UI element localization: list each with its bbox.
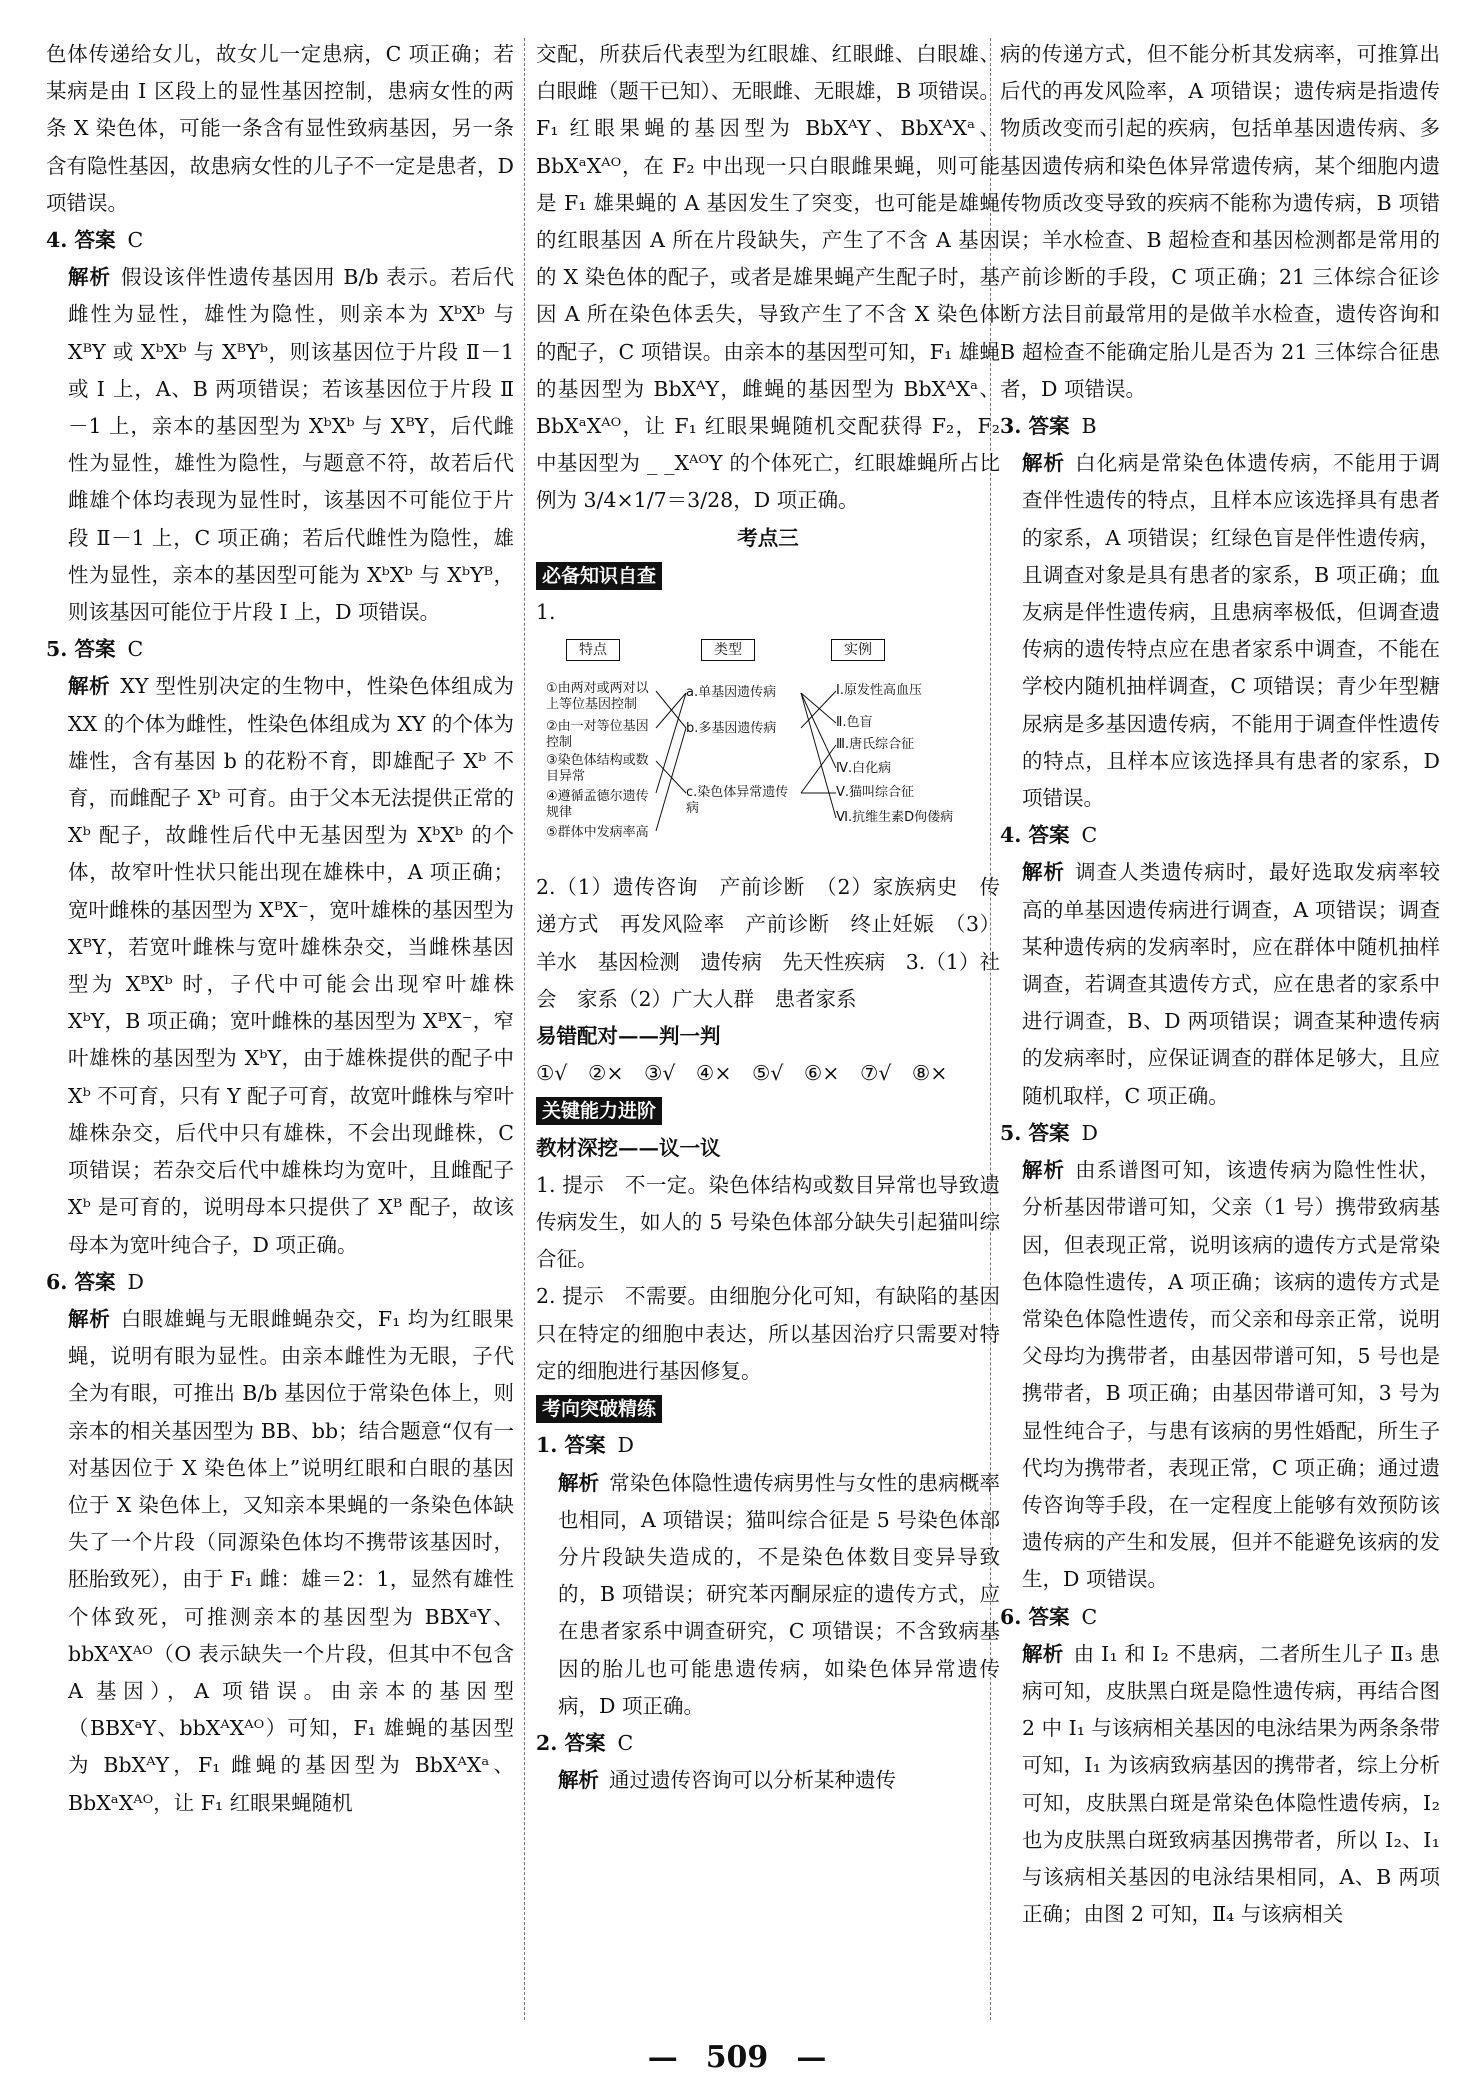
genetic-disease-matching-diagram [546,633,976,863]
explanation-label: 解析 [558,1768,599,1793]
answer-value: D [127,1269,144,1294]
diagram-example-1: Ⅰ.原发性高血压 [836,683,922,699]
answer-label: 3. 答案 [1000,414,1070,439]
column-left [46,36,514,1822]
column-divider [524,38,525,2020]
diagram-example-6: Ⅵ.抗维生素D佝偻病 [836,810,954,826]
answer-line [536,1427,1000,1464]
diagram-feature-1: ①由两对或两对以上等位基因控制 [546,681,649,713]
section-banner: 关键能力进阶 [536,1097,662,1125]
explanation [536,1762,1000,1799]
explanation-label: 解析 [68,674,111,699]
answer-line [46,1264,514,1301]
explanation-text: 由系谱图可知，该遗传病为隐性性状，分析基因带谱可知，父亲（1 号）携带致病基因，但表现正常，说明该病的遗传方式是常染色体隐性遗传，A 项正确；该病的遗传方式是常染色体隐性遗传，而父亲和母亲正常，说明父母均为携带者，由基因带谱可知，5 号也是携带者，B 项正确；由基因带谱可知，3 号为显性纯合子，与患有该病的男性婚配，所生子代均为携带者，表现正常，C 项正确；通过遗传咨询等手段，在一定程度上能够有效预防该遗传病的产生和发展，但并不能避免该病的发生，D 项错误。 [1022,1158,1441,1592]
answer-label: 6. 答案 [46,1269,116,1294]
section-banner-row [536,557,1000,594]
answer-line [1000,817,1440,854]
answer-line [1000,1599,1440,1636]
diagram-header-types: 类型 [701,639,755,661]
answer-label: 4. 答案 [46,228,116,253]
explanation [46,668,514,1263]
answer-label: 5. 答案 [1000,1120,1070,1145]
answer-line [1000,408,1440,445]
answer-value: C [127,228,144,253]
answer-label: 6. 答案 [1000,1604,1070,1629]
explanation-text: 调查人类遗传病时，最好选取发病率较高的单基因遗传病进行调查，A 项错误；调查某种遗传病的发病率时，应在群体中随机抽样调查，若调查其遗传方式，应在患者的家系中进行调查，B、D 两项错误；调查某种遗传病的发病率时，应保证调查的群体足够大，且应随机取样，C 项正确。 [1022,860,1441,1108]
explanation-text: 由 Ⅰ₁ 和 Ⅰ₂ 不患病，二者所生儿子 Ⅱ₃ 患病可知，皮肤黑白斑是隐性遗传病，再结合图 2 中 Ⅰ₁ 与该病相关基因的电泳结果为两条条带可知，Ⅰ₁ 为该病致病基因的携带者，综上分析可知，皮肤黑白斑是常染色体隐性遗传病，Ⅰ₂ 也为皮肤黑白斑致病基因携带者，所以 Ⅰ₂、Ⅰ₁ 与该病相关基因的电泳结果相同，A、B 两项正确；由图 2 可知，Ⅱ₄ 与该病相关 [1022,1641,1440,1927]
answer-label: 2. 答案 [536,1730,606,1755]
explanation-label: 解析 [1022,1641,1064,1666]
explanation [1000,1636,1440,1934]
section-banner-row [536,1092,1000,1129]
paragraph: ①√ ②× ③√ ④× ⑤√ ⑥× ⑦√ ⑧× [536,1061,948,1086]
answer-value: D [1081,1120,1098,1145]
explanation-text: 常染色体隐性遗传病男性与女性的患病概率也相同，A 项错误；猫叫综合征是 5 号染色体部分片段缺失造成的，不是染色体数目变异导致的，B 项错误；研究苯丙酮尿症的遗传方式，应在患者家系中调查研究，C 项错误；不含致病基因的胎儿也可能患遗传病，如染色体异常遗传病，D 项正确。 [558,1470,1001,1718]
section-banner: 考向突破精练 [536,1395,662,1423]
explanation-label: 解析 [68,265,111,290]
explanation-text: 白化病是常染色体遗传病，不能用于调查伴性遗传的特点，且样本应该选择具有患者的家系，A 项错误；红绿色盲是伴性遗传病，且调查对象是具有患者的家系，B 项正确；血友病是伴性遗传病，且患病率极低，但调查遗传病的遗传特点应在患者家系中调查，不能在学校内随机抽样调查，C 项错误；青少年型糖尿病是多基因遗传病，不能用于调查伴性遗传的特点，且样本应该选择具有患者的家系，D 项错误。 [1022,451,1441,811]
answer-value: C [1081,1604,1098,1629]
explanation-text: 通过遗传咨询可以分析某种遗传 [609,1768,896,1793]
diagram-header-examples: 实例 [831,639,885,661]
explanation [1000,445,1440,817]
diagram-type-c: c.染色体异常遗传病 [686,785,789,817]
paragraph: 1. [536,600,556,625]
explanation-label: 解析 [1022,451,1066,476]
diagram-example-3: Ⅲ.唐氏综合征 [836,737,915,753]
column-divider [990,38,991,2020]
answer-value: C [1081,823,1098,848]
diagram-type-a: a.单基因遗传病 [686,685,777,701]
explanation-text: XY 型性别决定的生物中，性染色体组成为 XX 的个体为雌性，性染色体组成为 XY 的个体为雄性，含有基因 b 的花粉不育，即雄配子 Xᵇ 不育，而雌配子 Xᵇ 可育。由于父本无法提供正常的 Xᵇ 配子，故雌性后代中无基因型为 XᵇXᵇ 的个体，故窄叶性状只能出现在雄株中，A 项正确；宽叶雌株的基因型为 XᴮX⁻，宽叶雄株的基因型为 XᴮY，若宽叶雌株与宽叶雄株杂交，当雌株基因型为 XᴮXᵇ 时，子代中可能会出现窄叶雄株 XᵇY，B 项正确；宽叶雌株的基因型为 XᴮX⁻，窄叶雄株的基因型为 XᵇY，由于雄株提供的配子中 Xᵇ 不可育，只有 Y 配子可育，故宽叶雌株与窄叶雄株杂交，后代中只有雄株，不会出现雌株，C 项错误；若杂交后代中雄株均为宽叶，且雌配子 Xᵇ 是可育的，说明母本只提供了 Xᴮ 配子，故该母本为宽叶纯合子，D 项正确。 [68,674,514,1257]
explanation-text: 假设该伴性遗传基因用 B/b 表示。若后代雌性为显性，雄性为隐性，则亲本为 XᵇXᵇ 与 XᴮY 或 XᵇXᵇ 与 XᴮYᵇ，则该基因位于片段 Ⅱ－1 或 Ⅰ 上，A、B 两项错误；若该基因位于片段 Ⅱ－1 上，亲本的基因型为 XᵇXᵇ 与 XᴮY，后代雌性为显性，雄性为隐性，与题意不符，故若后代雌雄个体均表现为显性时，该基因不可能位于片段 Ⅱ－1 上，C 项正确；若后代雌性为隐性，雄性为显性，亲本的基因型可能为 XᵇXᵇ 与 XᵇYᴮ，则该基因可能位于片段 Ⅰ 上，D 项错误。 [68,265,515,625]
column-right [1000,36,1440,1933]
answer-value: C [127,637,144,662]
paragraph: 病的传递方式，但不能分析其发病率，可推算出后代的再发风险率，A 项错误；遗传病是指遗传物质改变而引起的疾病，包括单基因遗传病、多基因遗传病和染色体异常遗传病，某个细胞内遗传物质改变导致的疾病不能称为遗传病，B 项错误；羊水检查、B 超检查和基因检测都是常用的产前诊断的手段，C 项正确；21 三体综合征诊断方法目前最常用的是做羊水检查，遗传咨询和 B 超检查不能确定胎儿是否为 21 三体综合征患者，D 项错误。 [1000,42,1440,401]
subsection-heading: 易错配对——判一判 [536,1024,721,1049]
diagram-feature-3: ③染色体结构或数目异常 [546,753,649,785]
page-number: — 509 — [647,2040,827,2075]
explanation-label: 解析 [1022,860,1066,885]
diagram-type-b: b.多基因遗传病 [686,721,777,737]
explanation-label: 解析 [1022,1158,1066,1183]
paragraph: 2.（1）遗传咨询 产前诊断 （2）家族病史 传递方式 再发风险率 产前诊断 终止妊娠 （3）羊水 基因检测 遗传病 先天性疾病 3.（1）社会 家系（2）广大人群 患者家系 [536,875,1000,1011]
explanation-label: 解析 [558,1470,600,1495]
explanation [46,1301,514,1822]
answer-value: C [617,1730,634,1755]
answer-line [536,1725,1000,1762]
subsection-heading: 教材深挖——议一议 [536,1135,721,1160]
explanation [536,1465,1000,1725]
explanation [46,259,514,631]
explanation-text: 白眼雄蝇与无眼雌蝇杂交，F₁ 均为红眼果蝇，说明有眼为显性。由亲本雌性为无眼，子代全为有眼，可推出 B/b 基因位于常染色体上，则亲本的相关基因型为 BB、bb；结合题意“仅有一对基因位于 X 染色体上”说明红眼和白眼的基因位于 X 染色体上，又知亲本果蝇的一条染色体缺失了一个片段（同源染色体均不携带该基因时，胚胎致死），由于 F₁ 雌：雄＝2：1，显然有雄性个体致死，可推测亲本的基因型为 BBXᵃY、bbXᴬXᴬᴼ（O 表示缺失一个片段，但其中不包含 A 基因），A 项错误。由亲本的基因型（BBXᵃY、bbXᴬXᴬᴼ）可知，F₁ 雄蝇的基因型为 BbXᴬY，F₁ 雌蝇的基因型为 BbXᴬXᵃ、BbXᵃXᴬᴼ，让 F₁ 红眼果蝇随机 [68,1306,515,1815]
paragraph: 交配，所获后代表型为红眼雄、红眼雌、白眼雄、白眼雌（题干已知）、无眼雌、无眼雄，B 项错误。F₁ 红眼果蝇的基因型为 BbXᴬY、BbXᴬXᵃ、BbXᵃXᴬᴼ，在 F₂ 中出现一只白眼雌果蝇，则可能是 F₁ 雄果蝇的 A 基因发生了突变，也可能是雄蝇的红眼基因 A 所在片段缺失，产生了不含 A 基因的 X 染色体的配子，或者是雄果蝇产生配子时，基因 A 所在染色体丢失，导致产生了不含 X 染色体的配子，C 项错误。由亲本的基因型可知，F₁ 雄蝇的基因型为 BbXᴬY，雌蝇的基因型为 BbXᴬXᵃ、BbXᵃXᴬᴼ，让 F₁ 红眼果蝇随机交配获得 F₂，F₂ 中基因型为 _ _XᴬᴼY 的个体死亡，红眼雄蝇所占比例为 3/4×1/7＝3/28，D 项正确。 [536,42,1000,513]
explanation-label: 解析 [68,1306,111,1331]
explanation [1000,854,1440,1114]
answer-line [46,222,514,259]
diagram-feature-2: ②由一对等位基因控制 [546,719,649,751]
paragraph: 1. 提示 不一定。染色体结构或数目异常也导致遗传病发生，如人的 5 号染色体部分缺失引起猫叫综合征。 [536,1172,1000,1272]
answer-label: 4. 答案 [1000,823,1070,848]
paragraph: 2. 提示 不需要。由细胞分化可知，有缺陷的基因只在特定的细胞中表达，所以基因治疗只需要对特定的细胞进行基因修复。 [536,1284,1000,1383]
answer-label: 5. 答案 [46,637,116,662]
diagram-feature-5: ⑤群体中发病率高 [546,825,649,841]
answer-label: 1. 答案 [536,1433,606,1458]
section-banner: 必备知识自查 [536,562,662,590]
explanation [1000,1152,1440,1598]
diagram-feature-4: ④遵循孟德尔遗传规律 [546,789,649,821]
answer-line [46,631,514,668]
section-heading: 考点三 [737,525,799,550]
answer-value: D [617,1433,634,1458]
section-banner-row [536,1390,1000,1427]
column-middle [536,36,1000,1799]
diagram-example-5: Ⅴ.猫叫综合征 [836,785,915,801]
diagram-example-2: Ⅱ.色盲 [836,715,873,731]
paragraph: 色体传递给女儿，故女儿一定患病，C 项正确；若某病是由 Ⅰ 区段上的显性基因控制，患病女性的两条 X 染色体，可能一条含有显性致病基因，另一条含有隐性基因，故患病女性的儿子不一定是患者，D 项错误。 [46,42,514,215]
diagram-example-4: Ⅳ.白化病 [836,761,892,777]
diagram-header-features: 特点 [566,639,620,661]
answer-value: B [1081,414,1097,439]
answer-line [1000,1115,1440,1152]
